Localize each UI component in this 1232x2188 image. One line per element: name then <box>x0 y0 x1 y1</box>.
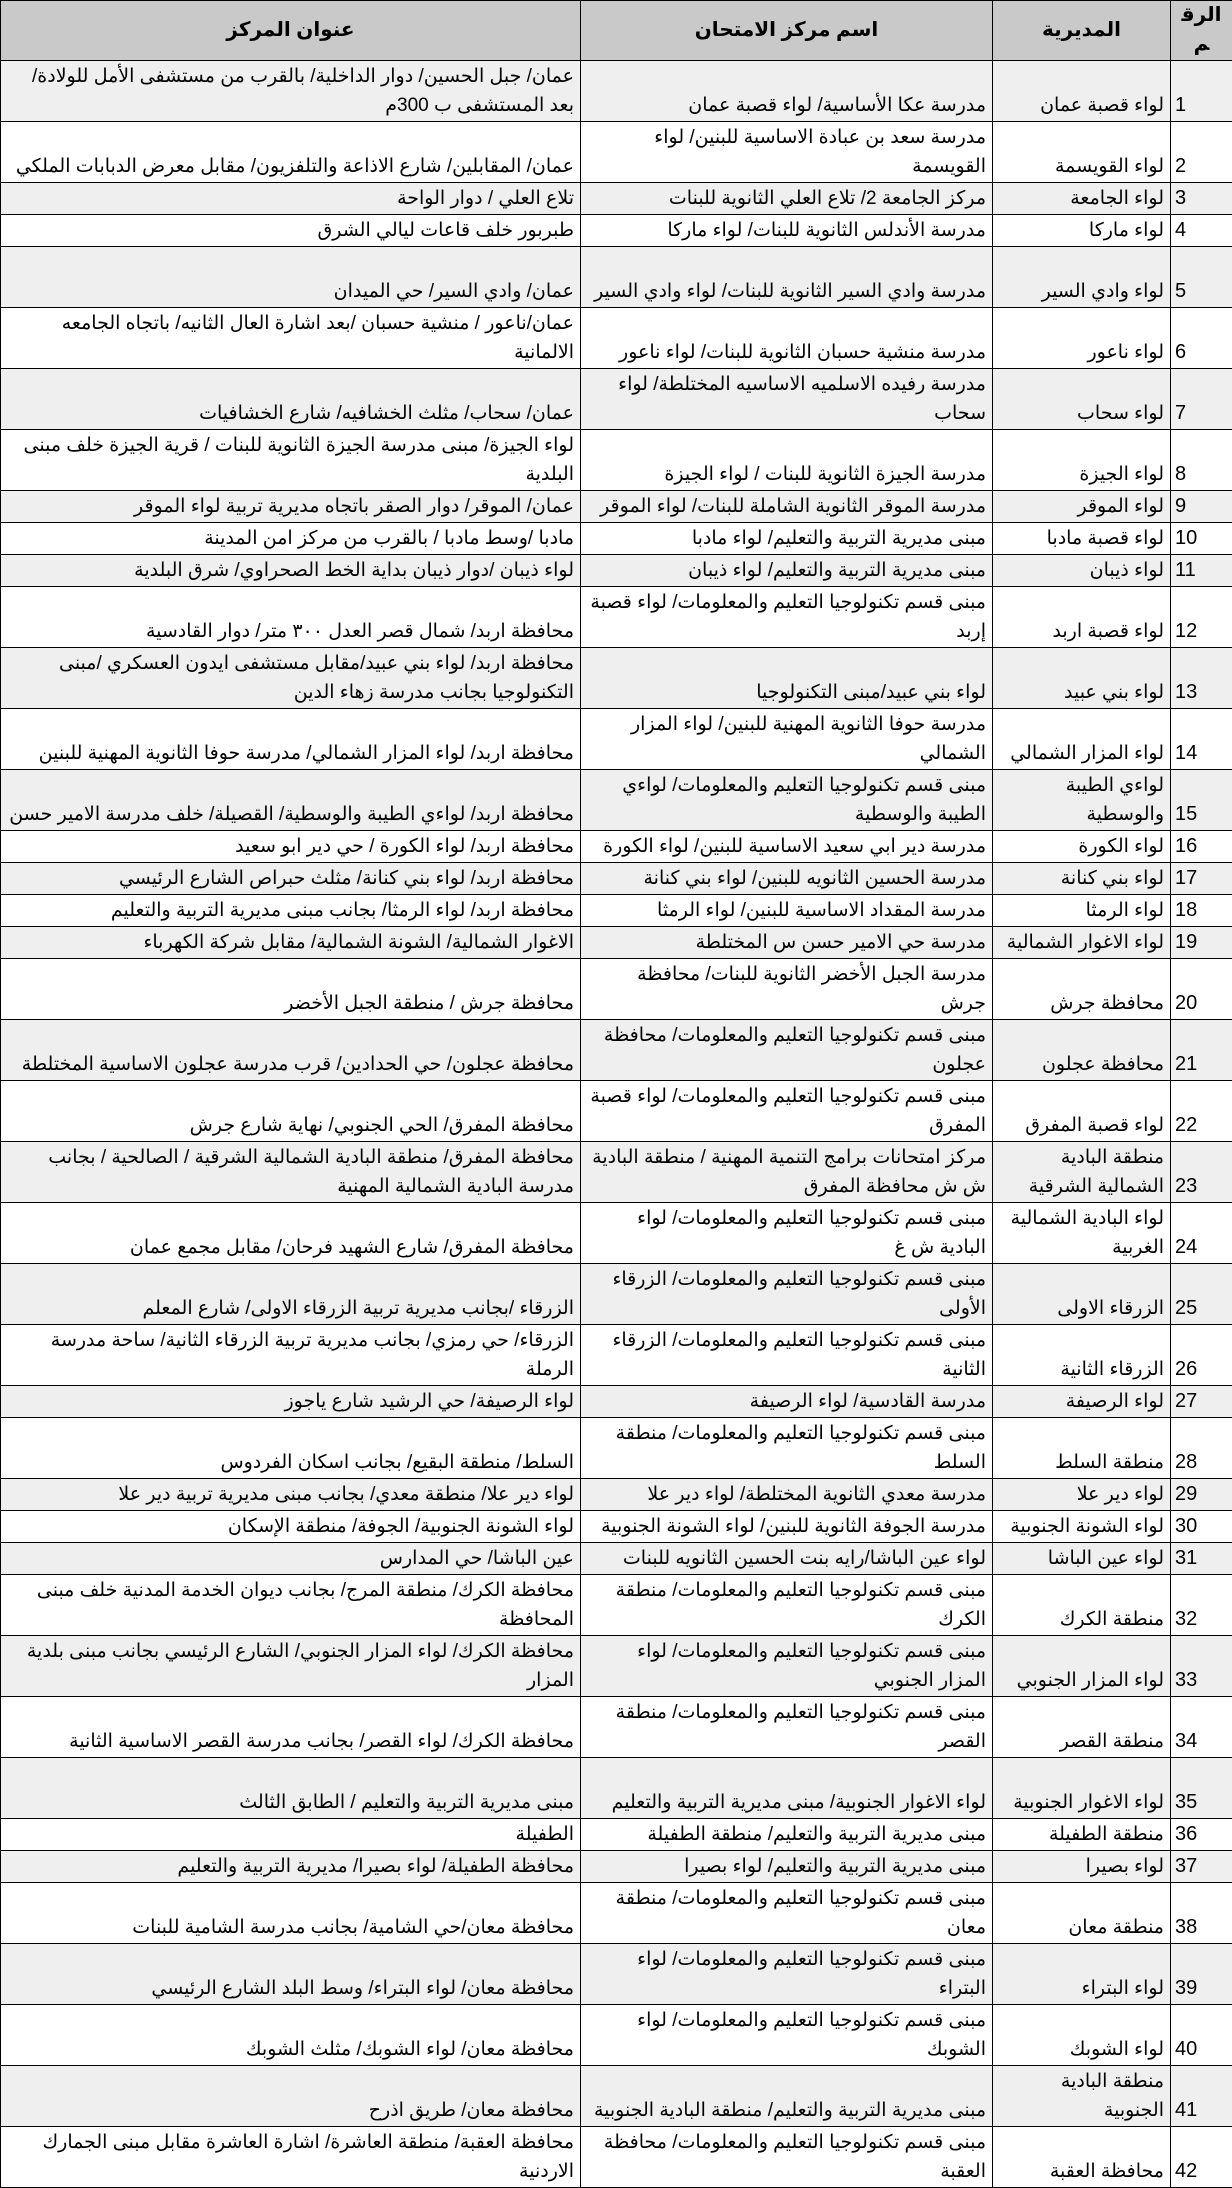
cell-number: 16 <box>1171 831 1232 863</box>
cell-address: لواء الرصيفة/ حي الرشيد شارع ياجوز <box>1 1386 581 1418</box>
table-row <box>1 215 1232 247</box>
cell-number: 42 <box>1171 2127 1232 2188</box>
cell-number: 12 <box>1171 587 1232 648</box>
cell-number: 8 <box>1171 430 1232 491</box>
cell-exam-center: مدرسة الموقر الثانوية الشاملة للبنات/ لواء الموقر <box>581 491 993 523</box>
cell-number: 14 <box>1171 709 1232 770</box>
table-row <box>1 2005 1232 2066</box>
cell-exam-center: مبنى قسم تكنولوجيا التعليم والمعلومات/ لواء الشوبك <box>581 2005 993 2066</box>
cell-address: لواء ذيبان /دوار ذيبان بداية الخط الصحراوي/ شرق البلدية <box>1 555 581 587</box>
cell-number: 13 <box>1171 648 1232 709</box>
cell-number: 19 <box>1171 927 1232 959</box>
table-row <box>1 2127 1232 2188</box>
cell-directorate: محافظة العقبة <box>993 2127 1171 2188</box>
table-row <box>1 247 1232 308</box>
cell-number: 7 <box>1171 369 1232 430</box>
cell-address: محافظة جرش / منطقة الجبل الأخضر <box>1 959 581 1020</box>
table-row <box>1 1511 1232 1543</box>
cell-address: تلاع العلي / دوار الواحة <box>1 183 581 215</box>
table-row <box>1 1081 1232 1142</box>
cell-directorate: لواء الجامعة <box>993 183 1171 215</box>
cell-exam-center: مبنى قسم تكنولوجيا التعليم والمعلومات/ محافظة عجلون <box>581 1020 993 1081</box>
table-row <box>1 1418 1232 1479</box>
table-row <box>1 927 1232 959</box>
table-row <box>1 369 1232 430</box>
table-row <box>1 2066 1232 2127</box>
cell-exam-center: مدرسة رفيده الاسلميه الاساسيه المختلطة/ لواء سحاب <box>581 369 993 430</box>
cell-directorate: الزرقاء الاولى <box>993 1264 1171 1325</box>
cell-directorate: لواء سحاب <box>993 369 1171 430</box>
cell-address: محافظة اربد/ لواء المزار الشمالي/ مدرسة حوفا الثانوية المهنية للبنين <box>1 709 581 770</box>
table-row <box>1 308 1232 369</box>
cell-address: طبربور خلف قاعات ليالي الشرق <box>1 215 581 247</box>
cell-address: السلط/ منطقة البقيع/ بجانب اسكان الفردوس <box>1 1418 581 1479</box>
cell-directorate: لواء الرصيفة <box>993 1386 1171 1418</box>
cell-address: عمان/ وادي السير/ حي الميدان <box>1 247 581 308</box>
table-row <box>1 587 1232 648</box>
cell-number: 32 <box>1171 1575 1232 1636</box>
cell-number: 40 <box>1171 2005 1232 2066</box>
cell-directorate: لواء بني كنانة <box>993 863 1171 895</box>
cell-exam-center: مبنى مديرية التربية والتعليم/ منطقة الطفيلة <box>581 1819 993 1851</box>
cell-number: 33 <box>1171 1636 1232 1697</box>
cell-address: محافظة الكرك/ لواء المزار الجنوبي/ الشارع الرئيسي بجانب مبنى بلدية المزار <box>1 1636 581 1697</box>
cell-exam-center: مبنى قسم تكنولوجيا التعليم والمعلومات/ لواءي الطيبة والوسطية <box>581 770 993 831</box>
cell-number: 4 <box>1171 215 1232 247</box>
cell-number: 15 <box>1171 770 1232 831</box>
table-row <box>1 1697 1232 1758</box>
cell-exam-center: مركز الجامعة 2/ تلاع العلي الثانوية للبنات <box>581 183 993 215</box>
table-row <box>1 863 1232 895</box>
cell-exam-center: مدرسة الأندلس الثانوية للبنات/ لواء ماركا <box>581 215 993 247</box>
cell-number: 11 <box>1171 555 1232 587</box>
cell-address: عمان/ المقابلين/ شارع الاذاعة والتلفزيون/ مقابل معرض الدبابات الملكي <box>1 122 581 183</box>
cell-exam-center: مبنى قسم تكنولوجيا التعليم والمعلومات/ الزرقاء الأولى <box>581 1264 993 1325</box>
cell-number: 1 <box>1171 61 1232 122</box>
cell-address: مادبا /وسط مادبا / بالقرب من مركز امن المدينة <box>1 523 581 555</box>
cell-exam-center: مدرسة منشية حسبان الثانوية للبنات/ لواء ناعور <box>581 308 993 369</box>
cell-exam-center: مدرسة وادي السير الثانوية للبنات/ لواء وادي السير <box>581 247 993 308</box>
cell-exam-center: مبنى قسم تكنولوجيا التعليم والمعلومات/ الزرقاء الثانية <box>581 1325 993 1386</box>
table-row <box>1 1386 1232 1418</box>
cell-exam-center: مبنى قسم تكنولوجيا التعليم والمعلومات/ منطقة القصر <box>581 1697 993 1758</box>
cell-number: 2 <box>1171 122 1232 183</box>
cell-address: محافظة معان/ طريق اذرح <box>1 2066 581 2127</box>
cell-directorate: منطقة معان <box>993 1883 1171 1944</box>
cell-number: 17 <box>1171 863 1232 895</box>
cell-number: 26 <box>1171 1325 1232 1386</box>
cell-exam-center: مبنى قسم تكنولوجيا التعليم والمعلومات/ محافظة العقبة <box>581 2127 993 2188</box>
cell-exam-center: مبنى قسم تكنولوجيا التعليم والمعلومات/ لواء البادية ش غ <box>581 1203 993 1264</box>
table-row <box>1 1851 1232 1883</box>
cell-directorate: منطقة الطفيلة <box>993 1819 1171 1851</box>
cell-address: الاغوار الشمالية/ الشونة الشمالية/ مقابل شركة الكهرباء <box>1 927 581 959</box>
cell-exam-center: مدرسة معدي الثانوية المختلطة/ لواء دير علا <box>581 1479 993 1511</box>
cell-directorate: لواء الاغوار الجنوبية <box>993 1758 1171 1819</box>
cell-number: 29 <box>1171 1479 1232 1511</box>
cell-address: محافظة عجلون/ حي الحدادين/ قرب مدرسة عجلون الاساسية المختلطة <box>1 1020 581 1081</box>
cell-directorate: منطقة البادية الجنوبية <box>993 2066 1171 2127</box>
table-row <box>1 1636 1232 1697</box>
cell-directorate: لواء ذيبان <box>993 555 1171 587</box>
cell-directorate: لواء البتراء <box>993 1944 1171 2005</box>
cell-exam-center: مركز امتحانات برامج التنمية المهنية / منطقة البادية ش ش محافظة المفرق <box>581 1142 993 1203</box>
cell-exam-center: مبنى قسم تكنولوجيا التعليم والمعلومات/ منطقة الكرك <box>581 1575 993 1636</box>
table-row <box>1 1325 1232 1386</box>
table-row <box>1 1758 1232 1819</box>
cell-number: 24 <box>1171 1203 1232 1264</box>
cell-address: محافظة معان/حي الشامية/ بجانب مدرسة الشامية للبنات <box>1 1883 581 1944</box>
cell-address: عمان/ناعور / منشية حسبان /بعد اشارة العال الثانيه/ باتجاه الجامعه الالمانية <box>1 308 581 369</box>
cell-address: محافظة اربد/ لواءي الطيبة والوسطية/ القصيلة/ خلف مدرسة الامير حسن <box>1 770 581 831</box>
cell-exam-center: لواء بني عبيد/مبنى التكنولوجيا <box>581 648 993 709</box>
cell-directorate: لواء المزار الشمالي <box>993 709 1171 770</box>
cell-number: 41 <box>1171 2066 1232 2127</box>
cell-exam-center: مبنى قسم تكنولوجيا التعليم والمعلومات/ منطقة السلط <box>581 1418 993 1479</box>
cell-directorate: لواء الشونة الجنوبية <box>993 1511 1171 1543</box>
cell-directorate: لواء البادية الشمالية الغربية <box>993 1203 1171 1264</box>
cell-address: عمان/ جبل الحسين/ دوار الداخلية/ بالقرب من مستشفى الأمل للولادة/ بعد المستشفى ب 300م <box>1 61 581 122</box>
cell-directorate: لواء المزار الجنوبي <box>993 1636 1171 1697</box>
table-row <box>1 1819 1232 1851</box>
cell-directorate: منطقة البادية الشمالية الشرقية <box>993 1142 1171 1203</box>
cell-exam-center: لواء الاغوار الجنوبية/ مبنى مديرية التربية والتعليم <box>581 1758 993 1819</box>
cell-number: 35 <box>1171 1758 1232 1819</box>
cell-directorate: لواء بني عبيد <box>993 648 1171 709</box>
table-row <box>1 1479 1232 1511</box>
table-row <box>1 1883 1232 1944</box>
cell-address: محافظة العقبة/ منطقة العاشرة/ اشارة العاشرة مقابل مبنى الجمارك الاردنية <box>1 2127 581 2188</box>
cell-address: محافظة معان/ لواء الشوبك/ مثلث الشوبك <box>1 2005 581 2066</box>
cell-exam-center: مدرسة حوفا الثانوية المهنية للبنين/ لواء المزار الشمالي <box>581 709 993 770</box>
cell-exam-center: مدرسة الجيزة الثانوية للبنات / لواء الجيزة <box>581 430 993 491</box>
cell-exam-center: مبنى مديرية التربية والتعليم/ منطقة البادية الجنوبية <box>581 2066 993 2127</box>
cell-number: 39 <box>1171 1944 1232 2005</box>
cell-directorate: لواء عين الباشا <box>993 1543 1171 1575</box>
cell-directorate: لواء بصيرا <box>993 1851 1171 1883</box>
cell-number: 31 <box>1171 1543 1232 1575</box>
cell-address: محافظة اربد/ لواء الرمثا/ بجانب مبنى مديرية التربية والتعليم <box>1 895 581 927</box>
cell-directorate: لواء الرمثا <box>993 895 1171 927</box>
cell-directorate: لواء قصبة المفرق <box>993 1081 1171 1142</box>
cell-number: 28 <box>1171 1418 1232 1479</box>
cell-number: 5 <box>1171 247 1232 308</box>
cell-address: محافظة اربد/ لواء بني عبيد/مقابل مستشفى ايدون العسكري /مبنى التكنولوجيا بجانب مدرسة زهاء الدين <box>1 648 581 709</box>
table-row <box>1 122 1232 183</box>
table-row <box>1 1543 1232 1575</box>
cell-exam-center: مدرسة سعد بن عبادة الاساسية للبنين/ لواء القويسمة <box>581 122 993 183</box>
cell-directorate: لواء ناعور <box>993 308 1171 369</box>
cell-exam-center: مدرسة الحسين الثانويه للبنين/ لواء بني كنانة <box>581 863 993 895</box>
cell-address: لواء الجيزة/ مبنى مدرسة الجيزة الثانوية للبنات / قرية الجيزة خلف مبنى البلدية <box>1 430 581 491</box>
cell-address: الزرقاء/ حي رمزي/ بجانب مديرية تربية الزرقاء الثانية/ ساحة مدرسة الرملة <box>1 1325 581 1386</box>
header-number: الرقم <box>1171 1 1232 61</box>
cell-address: محافظة المفرق/ شارع الشهيد فرحان/ مقابل مجمع عمان <box>1 1203 581 1264</box>
cell-directorate: منطقة الكرك <box>993 1575 1171 1636</box>
cell-address: عمان/ الموقر/ دوار الصقر باتجاه مديرية تربية لواء الموقر <box>1 491 581 523</box>
cell-number: 21 <box>1171 1020 1232 1081</box>
table-row <box>1 61 1232 122</box>
cell-number: 30 <box>1171 1511 1232 1543</box>
table-row <box>1 183 1232 215</box>
cell-exam-center: مدرسة عكا الأساسية/ لواء قصبة عمان <box>581 61 993 122</box>
cell-directorate: لواء الكورة <box>993 831 1171 863</box>
table-row <box>1 648 1232 709</box>
cell-number: 36 <box>1171 1819 1232 1851</box>
cell-address: محافظة اربد/ لواء الكورة / حي دير ابو سعيد <box>1 831 581 863</box>
cell-directorate: لواء قصبة عمان <box>993 61 1171 122</box>
cell-number: 27 <box>1171 1386 1232 1418</box>
cell-address: محافظة الكرك/ لواء القصر/ بجانب مدرسة القصر الاساسية الثانية <box>1 1697 581 1758</box>
cell-address: الزرقاء /بجانب مديرية تربية الزرقاء الاولى/ شارع المعلم <box>1 1264 581 1325</box>
header-directorate: المديرية <box>993 1 1171 61</box>
cell-exam-center: مدرسة حي الامير حسن س المختلطة <box>581 927 993 959</box>
cell-exam-center: لواء عين الباشا/رايه بنت الحسين الثانويه للبنات <box>581 1543 993 1575</box>
cell-exam-center: مبنى مديرية التربية والتعليم/ لواء ذيبان <box>581 555 993 587</box>
cell-directorate: لواء قصبة اربد <box>993 587 1171 648</box>
cell-exam-center: مدرسة دير ابي سعيد الاساسية للبنين/ لواء الكورة <box>581 831 993 863</box>
cell-directorate: محافظة جرش <box>993 959 1171 1020</box>
cell-exam-center: مبنى قسم تكنولوجيا التعليم والمعلومات/ لواء المزار الجنوبي <box>581 1636 993 1697</box>
cell-directorate: لواء الجيزة <box>993 430 1171 491</box>
cell-address: عين الباشا/ حي المدارس <box>1 1543 581 1575</box>
cell-address: محافظة معان/ لواء البتراء/ وسط البلد الشارع الرئيسي <box>1 1944 581 2005</box>
cell-exam-center: مدرسة القادسية/ لواء الرصيفة <box>581 1386 993 1418</box>
cell-directorate: لواءي الطيبة والوسطية <box>993 770 1171 831</box>
table-row <box>1 430 1232 491</box>
cell-address: لواء الشونة الجنوبية/ الجوفة/ منطقة الإسكان <box>1 1511 581 1543</box>
cell-number: 25 <box>1171 1264 1232 1325</box>
cell-exam-center: مبنى مديرية التربية والتعليم/ لواء مادبا <box>581 523 993 555</box>
cell-address: محافظة الكرك/ منطقة المرج/ بجانب ديوان الخدمة المدنية خلف مبنى المحافظة <box>1 1575 581 1636</box>
table-row <box>1 1203 1232 1264</box>
cell-address: محافظة المفرق/ منطقة البادية الشمالية الشرقية / الصالحية / بجانب مدرسة البادية الشمالية المهنية <box>1 1142 581 1203</box>
cell-number: 22 <box>1171 1081 1232 1142</box>
cell-number: 18 <box>1171 895 1232 927</box>
cell-address: محافظة الطفيلة/ لواء بصيرا/ مديرية التربية والتعليم <box>1 1851 581 1883</box>
cell-directorate: لواء الموقر <box>993 491 1171 523</box>
cell-directorate: لواء القويسمة <box>993 122 1171 183</box>
table-row <box>1 709 1232 770</box>
cell-address: عمان/ سحاب/ مثلث الخشافيه/ شارع الخشافيات <box>1 369 581 430</box>
cell-address: محافظة اربد/ لواء بني كنانة/ مثلث حبراص الشارع الرئيسي <box>1 863 581 895</box>
table-header-row <box>1 1 1232 61</box>
cell-directorate: لواء الشوبك <box>993 2005 1171 2066</box>
table-row <box>1 895 1232 927</box>
cell-number: 38 <box>1171 1883 1232 1944</box>
cell-number: 37 <box>1171 1851 1232 1883</box>
cell-number: 9 <box>1171 491 1232 523</box>
cell-directorate: لواء الاغوار الشمالية <box>993 927 1171 959</box>
cell-directorate: الزرقاء الثانية <box>993 1325 1171 1386</box>
header-exam-center: اسم مركز الامتحان <box>581 1 993 61</box>
cell-number: 34 <box>1171 1697 1232 1758</box>
cell-directorate: لواء وادي السير <box>993 247 1171 308</box>
cell-exam-center: مدرسة المقداد الاساسية للبنين/ لواء الرمثا <box>581 895 993 927</box>
table-row <box>1 491 1232 523</box>
cell-number: 10 <box>1171 523 1232 555</box>
cell-address: لواء دير علا/ منطقة معدي/ بجانب مبنى مديرية تربية دير علا <box>1 1479 581 1511</box>
header-address: عنوان المركز <box>1 1 581 61</box>
table-row <box>1 1944 1232 2005</box>
cell-address: محافظة اربد/ شمال قصر العدل ٣٠٠ متر/ دوار القادسية <box>1 587 581 648</box>
cell-number: 3 <box>1171 183 1232 215</box>
cell-number: 20 <box>1171 959 1232 1020</box>
cell-number: 6 <box>1171 308 1232 369</box>
table-body <box>1 61 1232 2188</box>
table-row <box>1 523 1232 555</box>
cell-exam-center: مبنى قسم تكنولوجيا التعليم والمعلومات/ لواء البتراء <box>581 1944 993 2005</box>
cell-exam-center: مبنى مديرية التربية والتعليم/ لواء بصيرا <box>581 1851 993 1883</box>
cell-address: محافظة المفرق/ الحي الجنوبي/ نهاية شارع جرش <box>1 1081 581 1142</box>
table-row <box>1 770 1232 831</box>
cell-exam-center: مدرسة الجبل الأخضر الثانوية للبنات/ محافظة جرش <box>581 959 993 1020</box>
cell-address: الطفيلة <box>1 1819 581 1851</box>
table-row <box>1 555 1232 587</box>
cell-exam-center: مبنى قسم تكنولوجيا التعليم والمعلومات/ منطقة معان <box>581 1883 993 1944</box>
cell-directorate: لواء قصبة مادبا <box>993 523 1171 555</box>
cell-directorate: لواء دير علا <box>993 1479 1171 1511</box>
table-row <box>1 1142 1232 1203</box>
cell-address: مبنى مديرية التربية والتعليم / الطابق الثالث <box>1 1758 581 1819</box>
cell-directorate: منطقة السلط <box>993 1418 1171 1479</box>
table-row <box>1 959 1232 1020</box>
cell-directorate: لواء ماركا <box>993 215 1171 247</box>
table-row <box>1 831 1232 863</box>
cell-exam-center: مبنى قسم تكنولوجيا التعليم والمعلومات/ لواء قصبة إربد <box>581 587 993 648</box>
cell-directorate: محافظة عجلون <box>993 1020 1171 1081</box>
table-row <box>1 1575 1232 1636</box>
cell-directorate: منطقة القصر <box>993 1697 1171 1758</box>
table-row <box>1 1020 1232 1081</box>
cell-exam-center: مدرسة الجوفة الثانوية للبنين/ لواء الشونة الجنوبية <box>581 1511 993 1543</box>
table-row <box>1 1264 1232 1325</box>
cell-exam-center: مبنى قسم تكنولوجيا التعليم والمعلومات/ لواء قصبة المفرق <box>581 1081 993 1142</box>
cell-number: 23 <box>1171 1142 1232 1203</box>
